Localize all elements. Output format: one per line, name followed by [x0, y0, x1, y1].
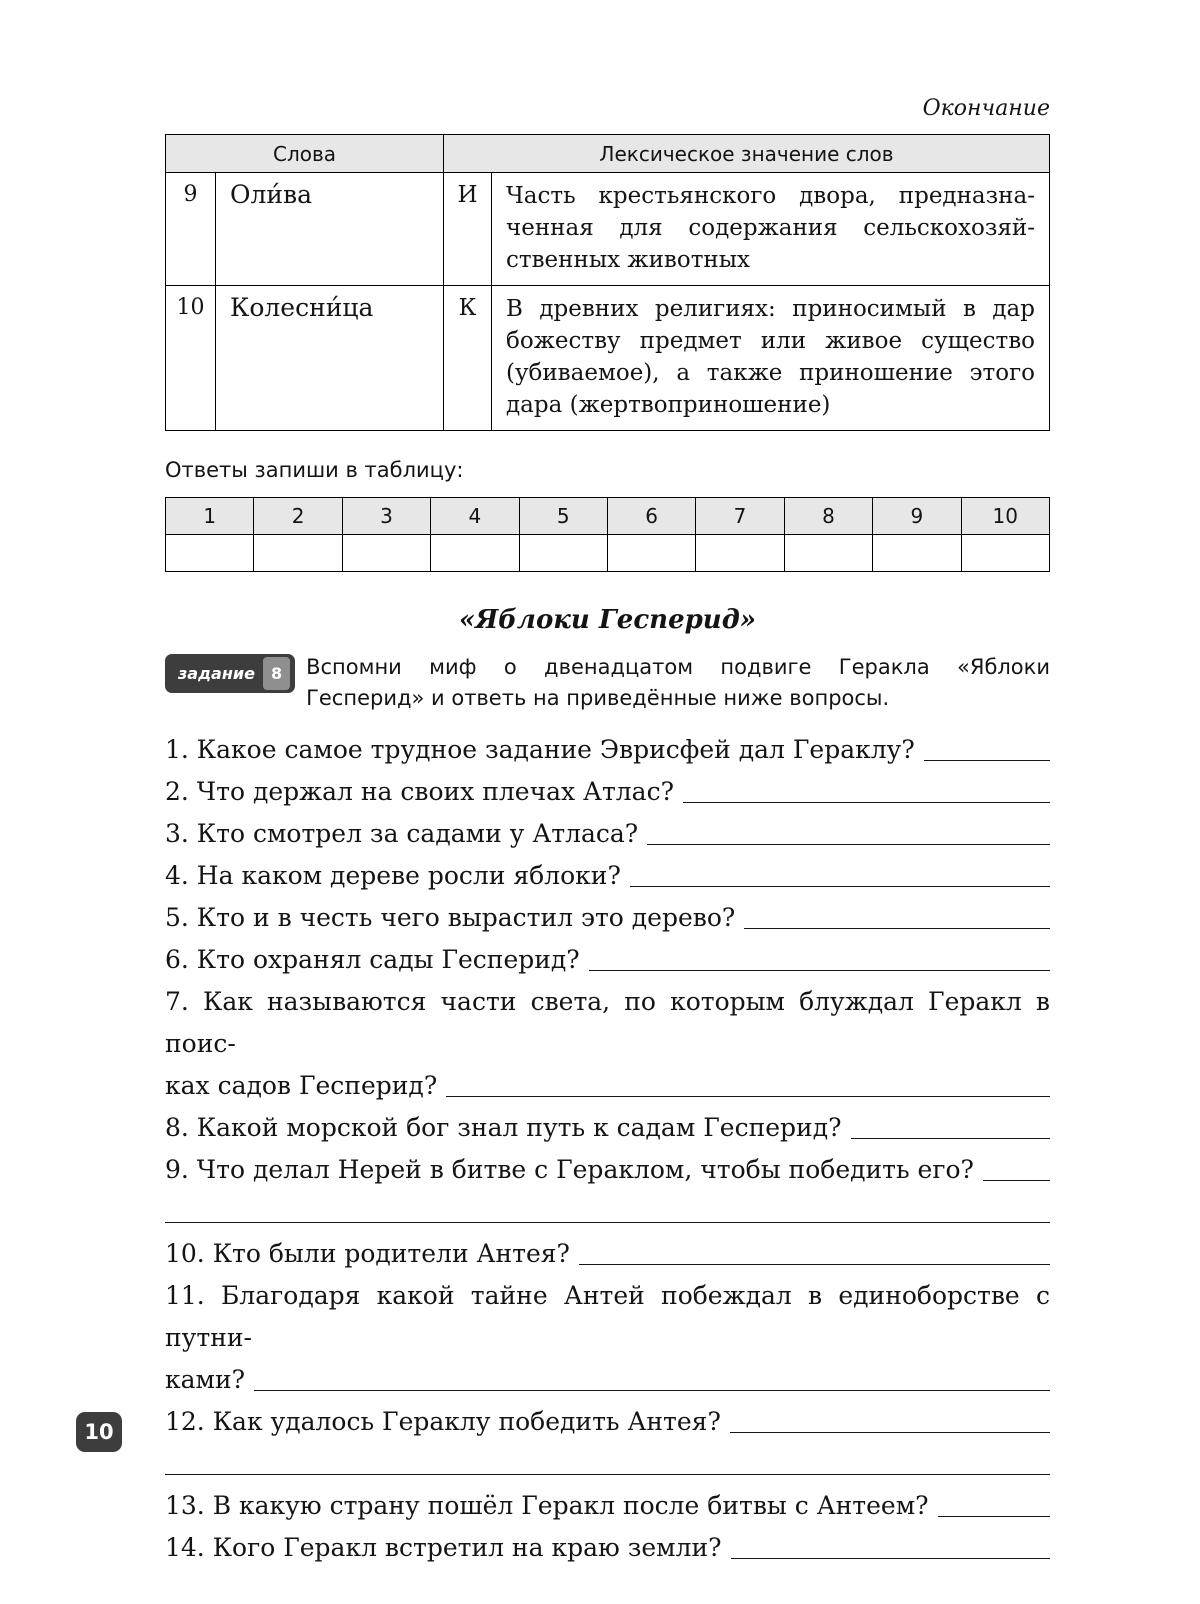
question-5 [165, 897, 1050, 939]
question-text: 12. Как удалось Гераклу победить Антея? [165, 1407, 721, 1436]
vocab-row-number: 9 [166, 173, 216, 286]
answers-col-header: 4 [431, 498, 519, 535]
vocab-row-number: 10 [166, 286, 216, 431]
answers-col-header: 10 [961, 498, 1049, 535]
answer-blank[interactable] [165, 1474, 1050, 1475]
answer-cell[interactable] [873, 535, 961, 572]
question-9-continuation-line [165, 1191, 1050, 1233]
vocab-definition: Часть крестьянского двора, предназначенная для содержания сельскохозяйственных животных [492, 173, 1050, 286]
question-10 [165, 1233, 1050, 1275]
answer-blank[interactable] [446, 1096, 1050, 1097]
task-text: Вспомни миф о двенадцатом подвиге Геракла «Яблоки Гесперид» и ответь на приведённые ниже вопросы. [306, 655, 1050, 710]
question-8 [165, 1107, 1050, 1149]
question-text: 9. Что делал Нерей в битве с Гераклом, чтобы победить его? [165, 1155, 974, 1184]
answers-col-header: 1 [166, 498, 254, 535]
answers-col-header: 9 [873, 498, 961, 535]
answers-input-row [166, 535, 1050, 572]
question-9 [165, 1149, 1050, 1191]
question-3 [165, 813, 1050, 855]
answer-blank[interactable] [983, 1180, 1050, 1181]
question-text: ками? [165, 1365, 246, 1394]
question-text: 6. Кто охранял сады Гесперид? [165, 945, 580, 974]
task-instruction [165, 652, 1050, 714]
question-text: 7. Как называются части света, по которым блуждал Геракл в поис- [165, 987, 1050, 1058]
answer-blank[interactable] [731, 1558, 1050, 1559]
answer-cell[interactable] [166, 535, 254, 572]
answer-blank[interactable] [730, 1432, 1050, 1433]
question-text: 11. Благодаря какой тайне Антей побеждал в единоборстве с путни- [165, 1281, 1050, 1352]
answers-col-header: 3 [342, 498, 430, 535]
answers-col-header: 7 [696, 498, 784, 535]
question-2 [165, 771, 1050, 813]
answer-cell[interactable] [431, 535, 519, 572]
page-number-badge: 10 [76, 1412, 122, 1452]
section-title: «Яблоки Гесперид» [458, 605, 757, 635]
question-6 [165, 939, 1050, 981]
question-text-line-2 [165, 1065, 1050, 1107]
vocab-letter: И [444, 173, 492, 286]
answer-blank[interactable] [630, 886, 1050, 887]
answer-blank[interactable] [924, 760, 1050, 761]
task-badge [165, 654, 295, 693]
answer-blank[interactable] [938, 1516, 1050, 1517]
answers-col-header: 8 [784, 498, 872, 535]
question-13 [165, 1485, 1050, 1527]
question-7 [165, 981, 1050, 1107]
question-text: 2. Что держал на своих плечах Атлас? [165, 777, 674, 806]
answer-cell[interactable] [607, 535, 695, 572]
answer-blank[interactable] [589, 970, 1050, 971]
task-badge-label: задание [178, 663, 255, 683]
question-12-continuation-line [165, 1443, 1050, 1485]
question-14 [165, 1527, 1050, 1569]
question-text: 4. На каком дереве росли яблоки? [165, 861, 621, 890]
question-text: 1. Какое самое трудное задание Эврисфей дал Гераклу? [165, 735, 915, 764]
questions-list [165, 729, 1050, 1569]
continuation-label: Окончание [922, 96, 1050, 121]
task-number-badge: 8 [263, 657, 290, 690]
question-text: 14. Кого Геракл встретил на краю земли? [165, 1533, 722, 1562]
answer-cell[interactable] [696, 535, 784, 572]
vocab-word: Колесни́ца [216, 286, 444, 431]
vocab-header-row [166, 135, 1050, 173]
question-text: ках садов Гесперид? [165, 1071, 438, 1100]
vocab-letter: К [444, 286, 492, 431]
vocab-header-meaning: Лексическое значение слов [444, 135, 1050, 173]
question-text-line-2 [165, 1359, 1050, 1401]
question-11 [165, 1275, 1050, 1401]
question-text-line-1 [165, 981, 1050, 1065]
question-text: 13. В какую страну пошёл Геракл после битвы с Антеем? [165, 1491, 929, 1520]
answers-col-header: 6 [607, 498, 695, 535]
answer-cell[interactable] [784, 535, 872, 572]
answers-col-header: 2 [254, 498, 342, 535]
question-text: 10. Кто были родители Антея? [165, 1239, 570, 1268]
answer-blank[interactable] [851, 1138, 1050, 1139]
answer-cell[interactable] [254, 535, 342, 572]
answer-blank[interactable] [579, 1264, 1050, 1265]
answers-header-row [166, 498, 1050, 535]
vocabulary-table [165, 134, 1050, 431]
question-1 [165, 729, 1050, 771]
answer-blank[interactable] [683, 802, 1050, 803]
question-4 [165, 855, 1050, 897]
answers-col-header: 5 [519, 498, 607, 535]
answer-cell[interactable] [519, 535, 607, 572]
question-text-line-1 [165, 1275, 1050, 1359]
vocab-word: Оли́ва [216, 173, 444, 286]
answer-blank[interactable] [254, 1390, 1050, 1391]
vocab-header-words: Слова [166, 135, 444, 173]
answer-blank[interactable] [744, 928, 1050, 929]
question-text: 5. Кто и в честь чего вырастил это дерево? [165, 903, 736, 932]
table-row [166, 286, 1050, 431]
answer-blank[interactable] [165, 1222, 1050, 1223]
answer-blank[interactable] [647, 844, 1050, 845]
question-12 [165, 1401, 1050, 1443]
vocab-definition: В древних религиях: приносимый в дар божеству предмет или живое существо (убиваемое), а также приношение этого дара (жертвоприношение) [492, 286, 1050, 431]
question-text: 3. Кто смотрел за садами у Атласа? [165, 819, 639, 848]
question-text: 8. Какой морской бог знал путь к садам Гесперид? [165, 1113, 842, 1142]
answers-label: Ответы запиши в таблицу: [165, 458, 464, 482]
answers-table [165, 497, 1050, 572]
answer-cell[interactable] [961, 535, 1049, 572]
answer-cell[interactable] [342, 535, 430, 572]
page-content [165, 0, 1050, 1569]
table-row [166, 173, 1050, 286]
